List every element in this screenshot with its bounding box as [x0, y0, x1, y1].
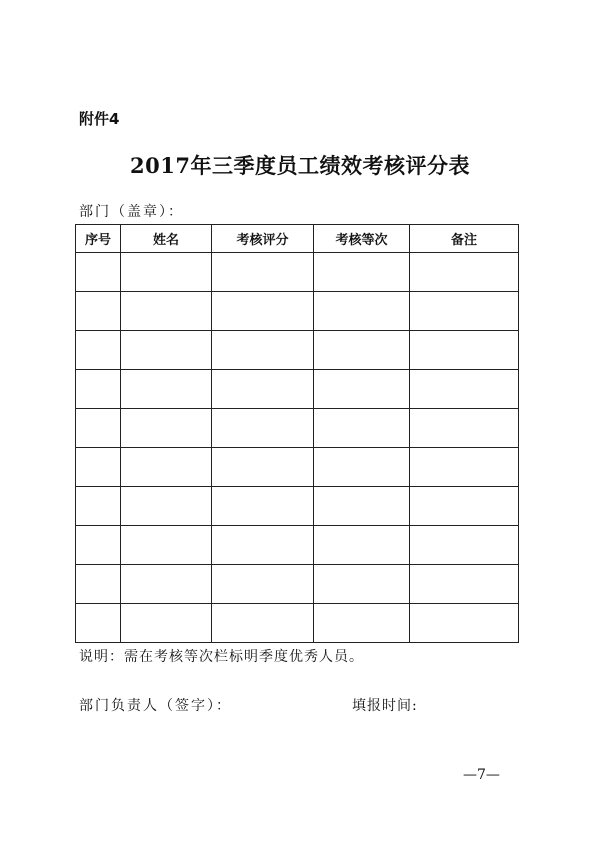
table-cell — [410, 409, 519, 448]
table-cell — [314, 526, 410, 565]
table-cell — [121, 604, 212, 643]
table-cell — [212, 448, 314, 487]
table-cell — [314, 487, 410, 526]
table-cell — [76, 370, 121, 409]
table-cell — [121, 409, 212, 448]
table-cell — [76, 604, 121, 643]
table-cell — [410, 526, 519, 565]
header-name: 姓名 — [121, 225, 212, 253]
table-cell — [314, 565, 410, 604]
document-title: 2017年三季度员工绩效考核评分表 — [130, 153, 470, 178]
table-cell — [314, 292, 410, 331]
table-cell — [314, 370, 410, 409]
table-row — [76, 448, 519, 487]
table-cell — [76, 409, 121, 448]
table-cell — [212, 331, 314, 370]
table-cell — [212, 292, 314, 331]
table-cell — [76, 565, 121, 604]
table-cell — [76, 253, 121, 292]
table-cell — [314, 448, 410, 487]
page-number: —7— — [463, 767, 500, 783]
table-cell — [76, 526, 121, 565]
header-score: 考核评分 — [212, 225, 314, 253]
table-cell — [121, 370, 212, 409]
header-serial-number: 序号 — [76, 225, 121, 253]
table-cell — [212, 565, 314, 604]
note-text: 说明：需在考核等次栏标明季度优秀人员。 — [79, 649, 364, 665]
table-cell — [76, 292, 121, 331]
table-row — [76, 565, 519, 604]
table-row — [76, 604, 519, 643]
table-cell — [314, 409, 410, 448]
table-cell — [212, 370, 314, 409]
table-cell — [121, 292, 212, 331]
table-cell — [212, 526, 314, 565]
score-table — [75, 224, 519, 643]
department-label: 部门（盖章）： — [79, 204, 184, 220]
table-row — [76, 292, 519, 331]
table-row — [76, 409, 519, 448]
table-cell — [121, 448, 212, 487]
table-cell — [314, 604, 410, 643]
table-row — [76, 331, 519, 370]
table-cell — [76, 487, 121, 526]
table-cell — [410, 370, 519, 409]
table-cell — [121, 253, 212, 292]
fill-time-label: 填报时间: — [352, 698, 418, 714]
table-cell — [410, 565, 519, 604]
table-cell — [410, 487, 519, 526]
table-body — [76, 253, 519, 643]
table-cell — [410, 604, 519, 643]
table-row — [76, 370, 519, 409]
signer-label: 部门负责人（签字）： — [79, 698, 232, 714]
table-cell — [212, 409, 314, 448]
table-cell — [410, 292, 519, 331]
table-cell — [410, 253, 519, 292]
header-remarks: 备注 — [410, 225, 519, 253]
table-cell — [212, 253, 314, 292]
table-cell — [410, 448, 519, 487]
table-cell — [121, 331, 212, 370]
table-cell — [314, 331, 410, 370]
table-cell — [76, 448, 121, 487]
table-header-row — [76, 225, 519, 253]
table-cell — [121, 526, 212, 565]
table-cell — [212, 604, 314, 643]
table-cell — [76, 331, 121, 370]
header-grade: 考核等次 — [314, 225, 410, 253]
table-cell — [121, 565, 212, 604]
table-cell — [314, 253, 410, 292]
table-row — [76, 253, 519, 292]
table-row — [76, 487, 519, 526]
annex-label: 附件4 — [79, 110, 120, 128]
table-cell — [212, 487, 314, 526]
table-row — [76, 526, 519, 565]
table-cell — [121, 487, 212, 526]
table-cell — [410, 331, 519, 370]
